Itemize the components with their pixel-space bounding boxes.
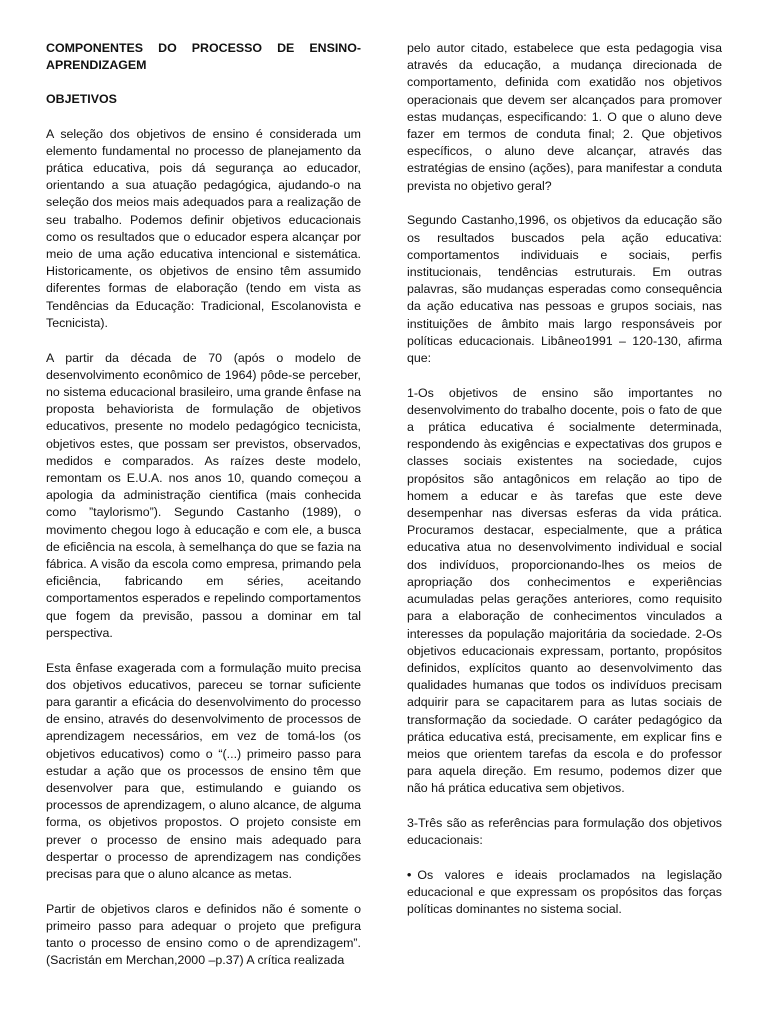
paragraph: A partir da década de 70 (após o modelo de desenvolvimento econômico de 1964) pôde-se perceber, no sistema educacional brasileiro, uma grande ênfase na proposta behaviorista de formulação de objetivos educativos, presente no modelo pedagógico tecnicista, objetivos estes, que possam ser previstos, observados, medidos e comparados. As raízes deste modelo, remontam os E.U.A. nos anos 10, quando começou a apologia da administração cientifica (mais conhecida como ”taylorismo”). Segundo Castanho (1989), o movimento chegou logo à educação e com ele, a busca de eficiência na escola, à semelhança do que se fazia na fábrica. A visão da escola como empresa, primando pela eficiência, fabricando em séries, aceitando comportamentos esperados e repelindo comportamentos que fogem da previsão, passou a dominar em tal perspectiva. [46, 350, 361, 640]
left-column [46, 40, 361, 987]
paragraph: Segundo Castanho,1996, os objetivos da educação são os resultados buscados pela ação educativa: comportamentos individuais e sociais, perfis institucionais, tendências estruturais. Em outras palavras, são mudanças esperadas como consequência da ação educativa nas pessoas e grupos sociais, nas instituições de âmbito mais largo responsáveis por políticas educacionais. Libâneo1991 – 120-130, afirma que: [407, 213, 722, 365]
right-column [407, 40, 722, 936]
section-heading-objetivos: OBJETIVOS [46, 92, 117, 107]
paragraph: Partir de objetivos claros e definidos não é somente o primeiro passo para adequar o projeto que prefigura tanto o processo de ensino como o de aprendizagem”. (Sacristán em Merchan,2000 –p.37) A crítica realizada [46, 901, 361, 968]
document-title: COMPONENTES DO PROCESSO DE ENSINO-APRENDIZAGEM [46, 41, 361, 73]
paragraph: A seleção dos objetivos de ensino é considerada um elemento fundamental no processo de planejamento da prática educativa, pois dá segurança ao educador, orientando a sua atuação pedagógica, ajudando-o na seleção dos meios mais adequados para a realização de seu trabalho. Podemos definir objetivos educacionais como os resultados que o educador espera alcançar por meio de uma ação educativa intencional e sistemática. Historicamente, os objetivos de ensino têm assumido diferentes formas de elaboração (tendo em vista as Tendências da Educação: Tradicional, Escolanovista e Tecnicista). [46, 126, 361, 330]
bullet-icon: • [407, 867, 412, 882]
paragraph: pelo autor citado, estabelece que esta pedagogia visa através da educação, a mudança direcionada de comportamento, definida com exatidão nos objetivos operacionais que devem ser alcançados para promover estas mudanças, especificando: 1. O que o aluno deve fazer em termos de conduta final; 2. Que objetivos específicos, o aluno deve alcançar, através das estratégias de ensino (ações), para manifestar a conduta prevista no objetivo geral? [407, 41, 722, 193]
bullet-text: Os valores e ideais proclamados na legislação educacional e que expressam os propósitos das forças políticas dominantes no sistema social. [407, 867, 722, 917]
paragraph: 3-Três são as referências para formulação dos objetivos educacionais: [407, 816, 722, 848]
bullet-item [407, 867, 722, 919]
paragraph: 1-Os objetivos de ensino são importantes no desenvolvimento do trabalho docente, pois o fato de que a prática educativa é socialmente determinada, respondendo às exigências e expectativas dos grupos e classes sociais existentes na sociedade, cujos propósitos são antagônicos em relação ao tipo de homem a educar e às tarefas que este deve desempenhar nas diversas esferas da vida prática. Procuramos destacar, especialmente, que a prática educativa atua no desenvolvimento individual e social dos indivíduos, proporcionando-lhes os meios de apropriação dos conhecimentos e experiências acumuladas pelas gerações anteriores, como requisito para a elaboração de conhecimentos vinculados a interesses da população majoritária da sociedade. 2-Os objetivos educacionais expressam, portanto, propósitos definidos, explícitos quanto ao desenvolvimento das qualidades humanas que todos os indivíduos precisam adquirir para se capacitarem para as lutas sociais de transformação da sociedade. O caráter pedagógico da prática educativa está, precisamente, em explicar fins e meios que orientem tarefas da escola e do professor para aquela direção. Em resumo, podemos dizer que não há prática educativa sem objetivos. [407, 385, 722, 796]
paragraph: Esta ênfase exagerada com a formulação muito precisa dos objetivos educativos, pareceu se tornar suficiente para garantir a eficácia do desenvolvimento do processo de ensino, através do desenvolvimento de processos de aprendizagem necessários, em vez de tomá-los (os objetivos educativos) como o “(...) primeiro passo para estudar a ação que os processos de ensino têm que desenvolver para que, estimulando e guiando os processos de aprendizagem, o aluno alcance, de alguma forma, os objetivos propostos. O projeto consiste em prever o processo de ensino mais adequado para despertar o processo de aprendizagem nas condições precisas para que o aluno alcance as metas. [46, 660, 361, 881]
